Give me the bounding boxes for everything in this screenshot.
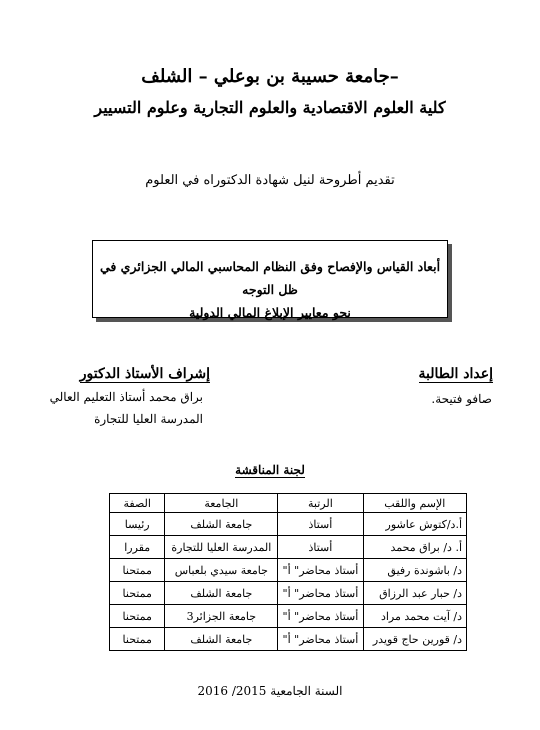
member-rank: أستاذ محاضر" أ" (278, 605, 363, 628)
member-name: د/ باشوندة رفيق (363, 559, 466, 582)
member-name: د/ قورين حاج قويدر (363, 628, 466, 651)
member-rank: أستاذ (278, 536, 363, 559)
member-role: ممتحنا (110, 582, 165, 605)
member-university: جامعة الشلف (165, 628, 278, 651)
member-university: المدرسة العليا للتجارة (165, 536, 278, 559)
member-university: جامعة سيدي بلعباس (165, 559, 278, 582)
member-role: رئيسا (110, 513, 165, 536)
table-row (110, 628, 467, 651)
thesis-title-line1: أبعاد القياس والإفصاح وفق النظام المحاسبي المالي الجزائري في ظل التوجه (99, 259, 441, 297)
table-row (110, 559, 467, 582)
committee-title: لجنة المناقشة (235, 463, 305, 477)
faculty-name: كلية العلوم الاقتصادية والعلوم التجارية وعلوم التسيير (94, 98, 446, 117)
member-rank: أستاذ محاضر" أ" (278, 559, 363, 582)
supervisor-line2: المدرسة العليا للتجارة (94, 412, 203, 426)
member-name: أ. د/ براق محمد (363, 536, 466, 559)
member-role: ممتحنا (110, 605, 165, 628)
member-name: أ.د/كتوش عاشور (363, 513, 466, 536)
member-role: ممتحنا (110, 628, 165, 651)
thesis-intro: تقديم أطروحة لنيل شهادة الدكتوراه في العلوم (145, 173, 395, 188)
member-rank: أستاذ محاضر" أ" (278, 582, 363, 605)
supervisor-label: إشراف الأستاذ الدكتور (79, 366, 210, 382)
student-name: صافو فتيحة. (431, 392, 492, 406)
thesis-title-box (92, 240, 448, 318)
col-header-name: الإسم واللقب (363, 494, 466, 513)
table-header-row (110, 494, 467, 513)
university-name: جامعة حسيبة بن بوعلي – الشلف– (141, 66, 399, 87)
member-rank: أستاذ (278, 513, 363, 536)
thesis-title-line2: نحو معايير الإبلاغ المالي الدولية (189, 305, 351, 320)
member-name: د/ حبار عبد الرزاق (363, 582, 466, 605)
member-rank: أستاذ محاضر" أ" (278, 628, 363, 651)
col-header-university: الجامعة (165, 494, 278, 513)
member-university: جامعة الشلف (165, 582, 278, 605)
member-name: د/ آيت محمد مراد (363, 605, 466, 628)
supervisor-line1: براق محمد أستاذ التعليم العالي (49, 390, 203, 404)
member-role: مقررا (110, 536, 165, 559)
member-university: جامعة الجزائر3 (165, 605, 278, 628)
committee-table (109, 493, 467, 651)
table-row (110, 513, 467, 536)
table-row (110, 605, 467, 628)
member-university: جامعة الشلف (165, 513, 278, 536)
academic-year: السنة الجامعية 2015/ 2016 (197, 684, 343, 698)
table-row (110, 536, 467, 559)
col-header-rank: الرتبة (278, 494, 363, 513)
prepared-by-label: إعداد الطالبة (418, 366, 493, 382)
table-row (110, 582, 467, 605)
member-role: ممتحنا (110, 559, 165, 582)
col-header-role: الصفة (110, 494, 165, 513)
